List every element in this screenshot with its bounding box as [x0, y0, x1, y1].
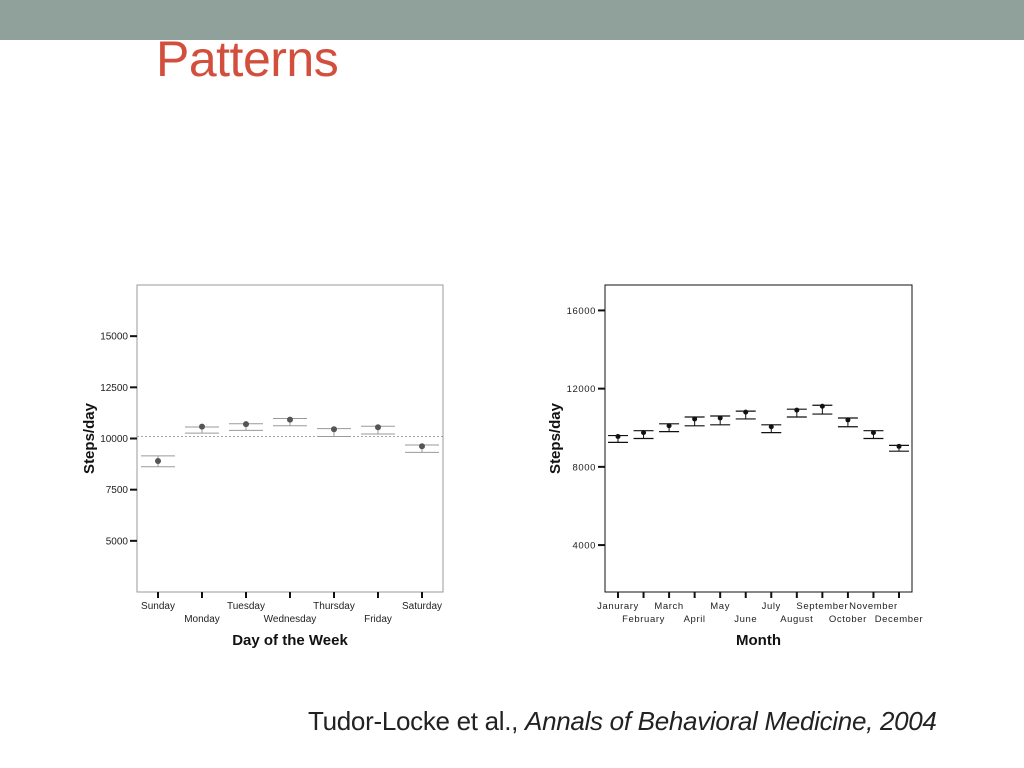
data-point [743, 410, 748, 415]
x-tick-label: Tuesday [227, 601, 265, 612]
data-point [692, 416, 697, 421]
y-tick-label: 15000 [100, 331, 128, 343]
x-tick-label: December [874, 614, 924, 625]
steps-by-month-chart [530, 270, 950, 660]
y-axis-title: Steps/day [81, 403, 98, 474]
x-tick-label: Thursday [313, 601, 355, 612]
data-point [331, 426, 337, 432]
data-point [794, 408, 799, 413]
data-point [287, 417, 293, 423]
data-point [641, 430, 646, 435]
data-point [199, 424, 205, 430]
x-tick-label: May [710, 601, 731, 612]
citation-journal: Annals of Behavioral Medicine, 2004 [525, 706, 937, 736]
x-tick-label: November [849, 601, 898, 612]
data-point [419, 443, 425, 449]
y-tick-label: 7500 [105, 485, 128, 497]
data-point [871, 430, 876, 435]
data-point [820, 404, 825, 409]
x-axis-title: Day of the Week [232, 632, 348, 649]
x-tick-label: October [828, 614, 867, 625]
x-tick-label: June [734, 614, 758, 625]
x-tick-label: March [654, 601, 684, 612]
x-tick-label: July [761, 601, 781, 612]
plot-frame [137, 285, 443, 592]
slide-title: Patterns [156, 31, 339, 87]
data-point [897, 444, 902, 449]
x-tick-label: Sunday [141, 601, 175, 612]
citation-authors: Tudor-Locke et al., [308, 706, 519, 736]
data-point [243, 421, 249, 427]
data-point [667, 423, 672, 428]
x-tick-label: Janurary [597, 601, 639, 612]
y-tick-label: 8000 [572, 462, 596, 474]
data-point [769, 424, 774, 429]
x-tick-label: February [622, 614, 665, 625]
steps-by-day-chart [60, 270, 460, 660]
citation [308, 706, 937, 737]
data-point [155, 458, 161, 464]
data-point [845, 417, 850, 422]
y-tick-label: 12500 [100, 382, 128, 394]
x-tick-label: Saturday [401, 601, 443, 612]
y-tick-label: 5000 [105, 536, 128, 548]
x-tick-label: August [780, 614, 814, 625]
y-tick-label: 4000 [572, 540, 596, 552]
x-tick-label: September [796, 601, 849, 612]
x-tick-label: Wednesday [263, 614, 317, 625]
y-tick-label: 10000 [100, 434, 128, 445]
data-point [616, 434, 621, 439]
top-band [0, 0, 1024, 40]
data-point [718, 415, 723, 420]
y-tick-label: 16000 [566, 305, 596, 317]
x-axis-title: Month [736, 632, 781, 649]
x-tick-label: Monday [184, 614, 220, 625]
x-tick-label: April [683, 614, 706, 625]
data-point [375, 424, 381, 430]
y-axis-title: Steps/day [547, 403, 564, 474]
x-tick-label: Friday [364, 614, 392, 625]
y-tick-label: 12000 [566, 384, 596, 396]
